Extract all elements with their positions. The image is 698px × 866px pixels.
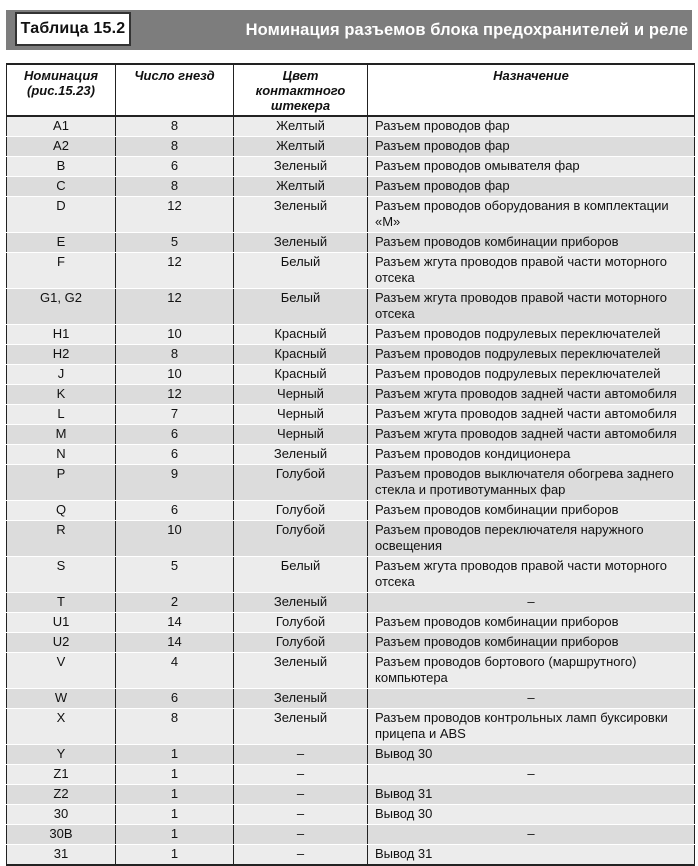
cell-nomination: P — [7, 465, 116, 501]
table-header-row — [7, 64, 695, 116]
cell-nomination: 30 — [7, 805, 116, 825]
cell-purpose: Разъем проводов омывателя фар — [368, 157, 695, 177]
cell-purpose: Разъем проводов бортового (маршрутного) компьютера — [368, 653, 695, 689]
table-row — [7, 825, 695, 845]
cell-socket-count: 8 — [116, 709, 234, 745]
connector-table — [6, 63, 695, 866]
cell-socket-count: 8 — [116, 116, 234, 137]
cell-plug-color: – — [234, 765, 368, 785]
cell-socket-count: 9 — [116, 465, 234, 501]
cell-purpose: – — [368, 825, 695, 845]
cell-socket-count: 7 — [116, 405, 234, 425]
cell-nomination: A1 — [7, 116, 116, 137]
cell-purpose: Вывод 31 — [368, 785, 695, 805]
cell-socket-count: 10 — [116, 365, 234, 385]
table-row — [7, 253, 695, 289]
table-row — [7, 765, 695, 785]
cell-socket-count: 1 — [116, 765, 234, 785]
table-row — [7, 325, 695, 345]
cell-plug-color: Красный — [234, 325, 368, 345]
table-row — [7, 501, 695, 521]
cell-socket-count: 5 — [116, 233, 234, 253]
table-row — [7, 689, 695, 709]
cell-plug-color: Красный — [234, 365, 368, 385]
cell-plug-color: Голубой — [234, 521, 368, 557]
cell-purpose: – — [368, 593, 695, 613]
table-row — [7, 157, 695, 177]
cell-nomination: T — [7, 593, 116, 613]
cell-socket-count: 6 — [116, 157, 234, 177]
cell-purpose: Разъем проводов подрулевых переключателей — [368, 365, 695, 385]
table-row — [7, 233, 695, 253]
cell-purpose: Разъем проводов комбинации приборов — [368, 501, 695, 521]
cell-nomination: K — [7, 385, 116, 405]
cell-purpose: Разъем жгута проводов задней части автомобиля — [368, 405, 695, 425]
cell-nomination: S — [7, 557, 116, 593]
table-row — [7, 137, 695, 157]
cell-plug-color: Голубой — [234, 465, 368, 501]
cell-plug-color: Зеленый — [234, 157, 368, 177]
cell-socket-count: 1 — [116, 825, 234, 845]
cell-socket-count: 14 — [116, 633, 234, 653]
cell-nomination: B — [7, 157, 116, 177]
cell-socket-count: 10 — [116, 325, 234, 345]
cell-socket-count: 12 — [116, 197, 234, 233]
cell-plug-color: Белый — [234, 557, 368, 593]
table-row — [7, 521, 695, 557]
cell-socket-count: 12 — [116, 385, 234, 405]
table-row — [7, 425, 695, 445]
cell-nomination: F — [7, 253, 116, 289]
cell-nomination: H1 — [7, 325, 116, 345]
cell-plug-color: Голубой — [234, 613, 368, 633]
table-row — [7, 593, 695, 613]
cell-socket-count: 4 — [116, 653, 234, 689]
table-row — [7, 805, 695, 825]
cell-purpose: Разъем проводов комбинации приборов — [368, 233, 695, 253]
cell-nomination: Y — [7, 745, 116, 765]
cell-socket-count: 6 — [116, 425, 234, 445]
cell-plug-color: Зеленый — [234, 233, 368, 253]
cell-purpose: Разъем жгута проводов задней части автомобиля — [368, 385, 695, 405]
cell-socket-count: 1 — [116, 745, 234, 765]
cell-purpose: Разъем проводов контрольных ламп буксировки прицепа и ABS — [368, 709, 695, 745]
cell-purpose: Разъем проводов выключателя обогрева заднего стекла и противотуманных фар — [368, 465, 695, 501]
cell-nomination: D — [7, 197, 116, 233]
cell-nomination: M — [7, 425, 116, 445]
cell-socket-count: 8 — [116, 177, 234, 197]
cell-plug-color: – — [234, 805, 368, 825]
cell-nomination: W — [7, 689, 116, 709]
cell-plug-color: – — [234, 745, 368, 765]
cell-plug-color: Белый — [234, 253, 368, 289]
cell-socket-count: 12 — [116, 289, 234, 325]
column-header-nomination: Номинация (рис.15.23) — [7, 64, 116, 116]
table-row — [7, 653, 695, 689]
cell-plug-color: Желтый — [234, 137, 368, 157]
cell-nomination: R — [7, 521, 116, 557]
cell-nomination: G1, G2 — [7, 289, 116, 325]
cell-purpose: Разъем проводов комбинации приборов — [368, 633, 695, 653]
cell-plug-color: Черный — [234, 405, 368, 425]
table-row — [7, 709, 695, 745]
table-row — [7, 405, 695, 425]
cell-nomination: U1 — [7, 613, 116, 633]
cell-plug-color: Зеленый — [234, 689, 368, 709]
cell-plug-color: – — [234, 785, 368, 805]
cell-plug-color: Белый — [234, 289, 368, 325]
cell-plug-color: Черный — [234, 385, 368, 405]
cell-nomination: Z1 — [7, 765, 116, 785]
table-row — [7, 465, 695, 501]
cell-plug-color: Желтый — [234, 177, 368, 197]
cell-socket-count: 6 — [116, 501, 234, 521]
cell-nomination: A2 — [7, 137, 116, 157]
cell-purpose: Разъем жгута проводов задней части автомобиля — [368, 425, 695, 445]
cell-purpose: Вывод 30 — [368, 745, 695, 765]
cell-nomination: E — [7, 233, 116, 253]
cell-plug-color: – — [234, 825, 368, 845]
cell-nomination: N — [7, 445, 116, 465]
cell-plug-color: Зеленый — [234, 197, 368, 233]
cell-socket-count: 2 — [116, 593, 234, 613]
cell-purpose: Разъем проводов переключателя наружного освещения — [368, 521, 695, 557]
cell-plug-color: Зеленый — [234, 445, 368, 465]
cell-socket-count: 10 — [116, 521, 234, 557]
table-row — [7, 745, 695, 765]
cell-nomination: U2 — [7, 633, 116, 653]
table-title: Номинация разъемов блока предохранителей и реле — [245, 20, 688, 39]
table-row — [7, 289, 695, 325]
cell-socket-count: 6 — [116, 445, 234, 465]
table-row — [7, 785, 695, 805]
cell-purpose: Разъем проводов фар — [368, 116, 695, 137]
column-header-purpose: Назначение — [368, 64, 695, 116]
cell-plug-color: Красный — [234, 345, 368, 365]
cell-purpose: Разъем проводов фар — [368, 137, 695, 157]
cell-socket-count: 5 — [116, 557, 234, 593]
cell-purpose: Разъем жгута проводов правой части моторного отсека — [368, 557, 695, 593]
cell-socket-count: 1 — [116, 845, 234, 866]
cell-socket-count: 14 — [116, 613, 234, 633]
cell-purpose: – — [368, 765, 695, 785]
table-row — [7, 197, 695, 233]
table-row — [7, 557, 695, 593]
table-row — [7, 365, 695, 385]
cell-socket-count: 1 — [116, 805, 234, 825]
table-number-label: Таблица 15.2 — [15, 12, 131, 46]
table-row — [7, 613, 695, 633]
cell-nomination: C — [7, 177, 116, 197]
cell-plug-color: Зеленый — [234, 593, 368, 613]
cell-nomination: L — [7, 405, 116, 425]
cell-purpose: Разъем жгута проводов правой части моторного отсека — [368, 253, 695, 289]
table-row — [7, 633, 695, 653]
table-row — [7, 445, 695, 465]
table-row — [7, 177, 695, 197]
cell-nomination: X — [7, 709, 116, 745]
cell-plug-color: Черный — [234, 425, 368, 445]
table-row — [7, 345, 695, 365]
cell-nomination: H2 — [7, 345, 116, 365]
cell-purpose: Разъем проводов кондиционера — [368, 445, 695, 465]
cell-plug-color: Голубой — [234, 633, 368, 653]
cell-purpose: Разъем проводов оборудования в комплектации «М» — [368, 197, 695, 233]
cell-plug-color: Зеленый — [234, 709, 368, 745]
column-header-socket-count: Число гнезд — [116, 64, 234, 116]
cell-plug-color: – — [234, 845, 368, 866]
cell-socket-count: 12 — [116, 253, 234, 289]
cell-purpose: Разъем проводов комбинации приборов — [368, 613, 695, 633]
cell-socket-count: 6 — [116, 689, 234, 709]
table-row — [7, 385, 695, 405]
cell-purpose: Разъем проводов подрулевых переключателей — [368, 345, 695, 365]
cell-nomination: 30B — [7, 825, 116, 845]
cell-plug-color: Голубой — [234, 501, 368, 521]
cell-plug-color: Желтый — [234, 116, 368, 137]
table-row — [7, 116, 695, 137]
cell-nomination: J — [7, 365, 116, 385]
column-header-plug-color: Цвет контактного штекера — [234, 64, 368, 116]
cell-socket-count: 1 — [116, 785, 234, 805]
cell-purpose: – — [368, 689, 695, 709]
cell-purpose: Разъем проводов фар — [368, 177, 695, 197]
cell-purpose: Вывод 30 — [368, 805, 695, 825]
cell-purpose: Вывод 31 — [368, 845, 695, 866]
cell-plug-color: Зеленый — [234, 653, 368, 689]
cell-purpose: Разъем проводов подрулевых переключателей — [368, 325, 695, 345]
cell-nomination: Q — [7, 501, 116, 521]
cell-nomination: 31 — [7, 845, 116, 866]
cell-socket-count: 8 — [116, 345, 234, 365]
cell-purpose: Разъем жгута проводов правой части моторного отсека — [368, 289, 695, 325]
cell-nomination: Z2 — [7, 785, 116, 805]
table-row — [7, 845, 695, 866]
cell-socket-count: 8 — [116, 137, 234, 157]
cell-nomination: V — [7, 653, 116, 689]
